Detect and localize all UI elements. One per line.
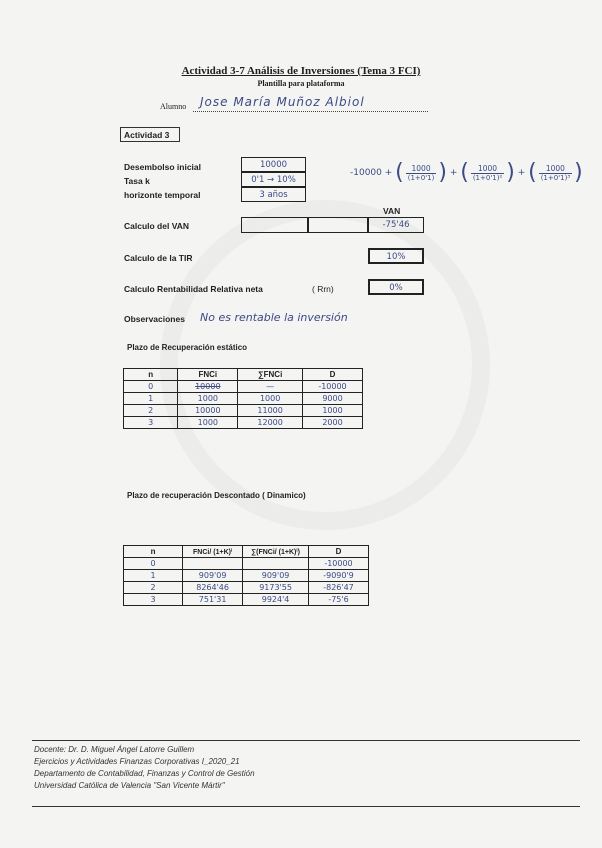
- watermark-seal: [160, 200, 490, 530]
- dynamic-payback-table: [123, 545, 369, 606]
- table-row: 0 -10000: [124, 558, 369, 570]
- alumno-name: Jose María Muñoz Albiol: [200, 95, 365, 109]
- footer-divider-bottom: [32, 806, 580, 807]
- rrn-label: Calculo Rentabilidad Relativa neta: [124, 284, 263, 294]
- col-sum-discounted: ∑(FNCi/ (1+K)ⁱ): [243, 546, 309, 558]
- table-row: 3 751'31 9924'4 -75'6: [124, 594, 369, 606]
- table-row: 2 8264'46 9173'55 -826'47: [124, 582, 369, 594]
- dynamic-payback-title: Plazo de recuperación Descontado ( Dinamico): [127, 491, 306, 500]
- table-row: 0 10000 — -10000: [124, 381, 363, 393]
- observaciones-value: No es rentable la inversión: [200, 311, 348, 324]
- page-subtitle: Plantilla para plataforma: [257, 79, 345, 88]
- col-n: n: [124, 546, 183, 558]
- horizonte-value: 3 años: [241, 187, 306, 202]
- table-row: 2 10000 11000 1000: [124, 405, 363, 417]
- formula-lead: -10000 +: [350, 168, 393, 178]
- tasa-value: 0'1 → 10%: [241, 172, 306, 187]
- footer-docente: Docente: Dr. D. Miguel Ángel Latorre Guillem: [34, 745, 195, 754]
- col-n: n: [124, 369, 178, 381]
- desembolso-label: Desembolso inicial: [124, 162, 201, 172]
- table-row: 3 1000 12000 2000: [124, 417, 363, 429]
- tir-label: Calculo de la TIR: [124, 253, 193, 263]
- alumno-label: Alumno: [160, 102, 187, 111]
- col-discounted-fnci: FNCi/ (1+K)ⁱ: [183, 546, 243, 558]
- table-row: 1 909'09 909'09 -9090'9: [124, 570, 369, 582]
- van-label: Calculo del VAN: [124, 221, 190, 231]
- col-fnci: FNCi: [178, 369, 238, 381]
- rrn-symbol: ( Rrn): [312, 284, 334, 294]
- horizonte-label: horizonte temporal: [124, 190, 201, 200]
- footer-university: Universidad Católica de Valencia "San Vicente Mártir": [34, 781, 225, 790]
- col-d: D: [308, 546, 368, 558]
- footer-department: Departamento de Contabilidad, Finanzas y Control de Gestión: [34, 769, 255, 778]
- footer-divider: [32, 740, 580, 741]
- col-d: D: [302, 369, 362, 381]
- static-payback-title: Plazo de Recuperación estático: [127, 343, 248, 352]
- desembolso-value: 10000: [241, 157, 306, 172]
- observaciones-label: Observaciones: [124, 314, 185, 324]
- van-cell-2: [308, 217, 368, 233]
- footer-course: Ejercicios y Actividades Finanzas Corporativas I_2020_21: [34, 757, 240, 766]
- page-title: Actividad 3-7 Análisis de Inversiones (Tema 3 FCI): [181, 65, 421, 77]
- col-sum-fnci: ∑FNCi: [238, 369, 303, 381]
- activity-label: Actividad 3: [120, 127, 180, 142]
- static-payback-table: [123, 368, 363, 429]
- tir-value: 10%: [368, 248, 424, 264]
- van-cell-1: [241, 217, 308, 233]
- table-row: 1 1000 1000 9000: [124, 393, 363, 405]
- van-value: -75'46: [368, 217, 424, 233]
- van-header: VAN: [383, 206, 401, 216]
- rrn-value: 0%: [368, 279, 424, 295]
- van-formula: -10000 + ( $\frac{1000}{(1+0'1)}$ ) + ( $\frac{1000}{\text{(1+0'1)²}}$ ) + ( $\frac{1000}{\text{(1+0'1)³}}$ ): [350, 160, 583, 185]
- tasa-label: Tasa k: [124, 176, 150, 186]
